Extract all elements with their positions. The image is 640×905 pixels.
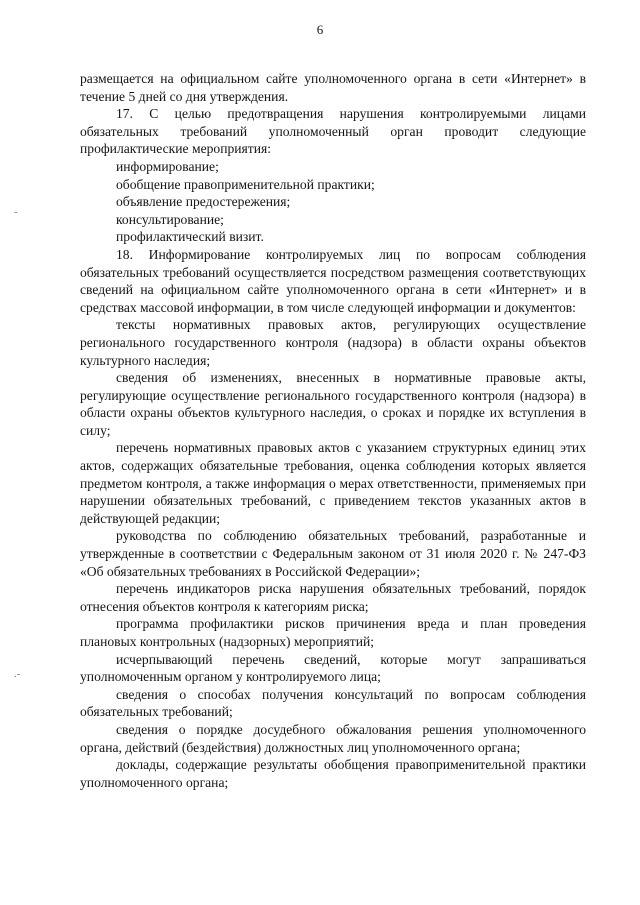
paragraph: перечень нормативных правовых актов с указанием структурных единиц этих актов, содержащих обязательные требования, оценка соблюдения которых является предметом контроля, а также информация о мерах ответственности, применяемых при нарушении обязательных требований, с приведением текстов указанных актов в действующей редакции; [80, 440, 586, 526]
list-item: обобщение правоприменительной практики; [116, 176, 375, 192]
margin-mark: - [14, 206, 18, 218]
paragraph: программа профилактики рисков причинения вреда и план проведения плановых контрольных (надзорных) мероприятий; [80, 616, 586, 649]
paragraph: руководства по соблюдению обязательных требований, разработанные и утвержденные в соответствии с Федеральным законом от 31 июля 2020 г. № 247-ФЗ «Об обязательных требованиях в Российской Федерации»; [80, 528, 586, 579]
paragraph: доклады, содержащие результаты обобщения правоприменительной практики уполномоченного органа; [80, 757, 586, 790]
paragraph: сведения о порядке досудебного обжалования решения уполномоченного органа, действий (бездействия) должностных лиц уполномоченного органа; [80, 721, 586, 755]
page-number: 6 [316, 22, 324, 37]
list-item: объявление предостережения; [116, 194, 291, 210]
paragraph: 17. С целью предотвращения нарушения контролируемыми лицами обязательных требований уполномоченный орган проводит следующие профилактические мероприятия: [80, 106, 586, 157]
list-item: информирование; [116, 158, 219, 174]
list-item: консультирование; [116, 211, 224, 227]
paragraph: исчерпывающий перечень сведений, которые могут запрашиваться уполномоченным органом у контролируемого лица; [80, 651, 586, 685]
paragraph: сведения о способах получения консультаций по вопросам соблюдения обязательных требований; [80, 686, 586, 720]
paragraph: 18. Информирование контролируемых лиц по вопросам соблюдения обязательных требований осуществляется посредством размещения соответствующих сведений на официальном сайте уполномоченного органа в сети «Интернет» и в средствах массовой информации, в том числе следующей информации и документов: [80, 246, 586, 315]
list-item: профилактический визит. [116, 229, 264, 245]
document-body [80, 70, 586, 791]
paragraph: размещается на официальном сайте уполномоченного органа в сети «Интернет» в течение 5 дней со дня утверждения. [80, 71, 586, 104]
paragraph: тексты нормативных правовых актов, регулирующих осуществление регионального государственного контроля (надзора) в области охраны объектов культурного наследия; [80, 317, 586, 368]
paragraph: сведения об изменениях, внесенных в нормативные правовые акты, регулирующие осуществление регионального государственного контроля (надзора) в области охраны объектов культурного наследия, о сроках и порядке их вступления в силу; [80, 370, 586, 438]
margin-mark: .- [14, 668, 21, 680]
paragraph: перечень индикаторов риска нарушения обязательных требований, порядок отнесения объектов контроля к категориям риска; [80, 581, 586, 614]
